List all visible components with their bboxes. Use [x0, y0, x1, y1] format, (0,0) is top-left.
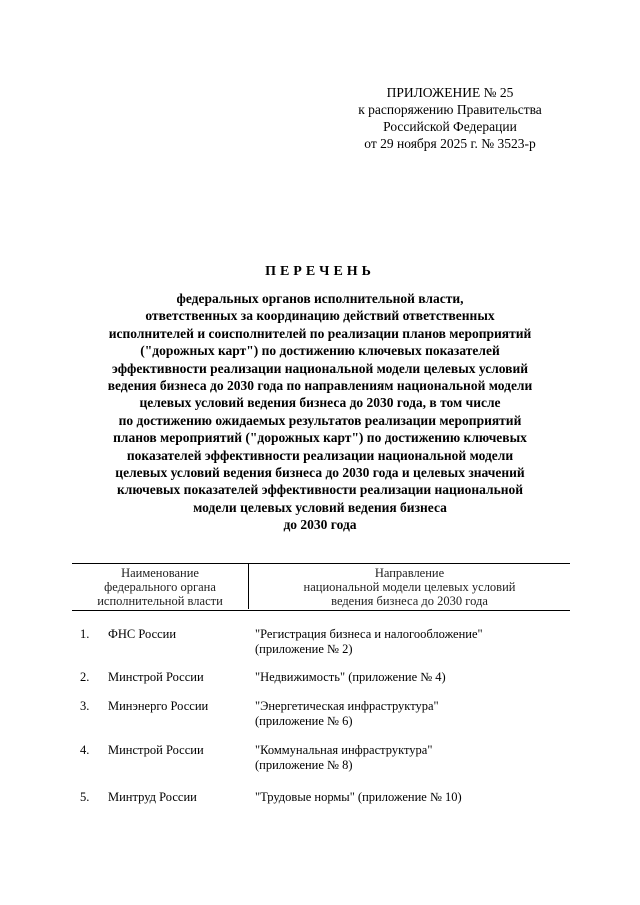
row-direction: [255, 790, 555, 805]
row-number: 4.: [80, 743, 90, 757]
row-number: 5.: [80, 790, 90, 804]
row-direction: [255, 743, 555, 773]
row-number: 1.: [80, 627, 90, 641]
subtitle-line: ответственных за координацию действий ответственных: [145, 308, 495, 324]
subtitle-line: ("дорожных карт") по достижению ключевых показателей: [140, 343, 500, 359]
row-agency: ФНС России: [108, 627, 177, 641]
header-direction: [249, 566, 570, 608]
annex-reference: к распоряжению Правительства: [358, 102, 542, 117]
row-number: 3.: [80, 699, 90, 713]
row-direction: [255, 699, 555, 729]
row-direction-line: "Недвижимость" (приложение № 4): [255, 670, 446, 684]
subtitle-line: до 2030 года: [283, 517, 357, 533]
header-direction-line: ведения бизнеса до 2030 года: [331, 594, 488, 608]
header-agency: [72, 566, 248, 608]
subtitle-line: показателей эффективности реализации национальной модели: [126, 447, 514, 463]
subtitle-line: эффективности реализации национальной модели целевых условий: [111, 360, 529, 376]
row-agency: Минтруд России: [108, 790, 197, 804]
row-direction: [255, 670, 555, 685]
row-direction: [255, 627, 555, 657]
row-direction-line: (приложение № 6): [255, 714, 353, 728]
row-agency: Минэнерго России: [108, 699, 209, 713]
row-direction-line: (приложение № 2): [255, 642, 353, 656]
row-direction-line: "Коммунальная инфраструктура": [255, 743, 433, 757]
annex-date: от 29 ноября 2025 г. № 3523-р: [364, 136, 536, 151]
document-title: ПЕРЕЧЕНЬ: [265, 264, 375, 279]
annex-government: Российской Федерации: [383, 119, 517, 134]
subtitle-line: целевых условий ведения бизнеса до 2030 года, в том числе: [139, 395, 501, 411]
document-subtitle: [40, 290, 600, 534]
header-agency-line: исполнительной власти: [97, 594, 223, 608]
subtitle-line: ведения бизнеса до 2030 года по направлениям национальной модели: [107, 378, 533, 394]
subtitle-line: исполнителей и соисполнителей по реализации планов мероприятий: [108, 325, 532, 341]
subtitle-line: модели целевых условий ведения бизнеса: [193, 499, 447, 515]
row-number: 2.: [80, 670, 90, 684]
row-direction-line: "Энергетическая инфраструктура": [255, 699, 439, 713]
subtitle-line: федеральных органов исполнительной власти,: [176, 291, 464, 306]
row-agency: Минстрой России: [108, 670, 204, 684]
row-direction-line: (приложение № 8): [255, 758, 353, 772]
row-agency: Минстрой России: [108, 743, 204, 757]
header-direction-line: Направление: [374, 566, 445, 580]
annex-number: ПРИЛОЖЕНИЕ № 25: [386, 85, 514, 100]
subtitle-line: по достижению ожидаемых результатов реализации мероприятий: [118, 412, 522, 428]
header-agency-line: Наименование: [121, 566, 199, 580]
row-direction-line: "Регистрация бизнеса и налогообложение": [255, 627, 483, 641]
annex-header: [330, 84, 570, 152]
subtitle-line: планов мероприятий ("дорожных карт") по достижению ключевых: [113, 430, 527, 446]
header-direction-line: национальной модели целевых условий: [303, 580, 516, 594]
subtitle-line: ключевых показателей эффективности реализации национальной: [116, 482, 524, 498]
subtitle-line: целевых условий ведения бизнеса до 2030 года и целевых значений: [115, 465, 525, 481]
header-agency-line: федерального органа: [104, 580, 216, 594]
row-direction-line: "Трудовые нормы" (приложение № 10): [255, 790, 462, 804]
